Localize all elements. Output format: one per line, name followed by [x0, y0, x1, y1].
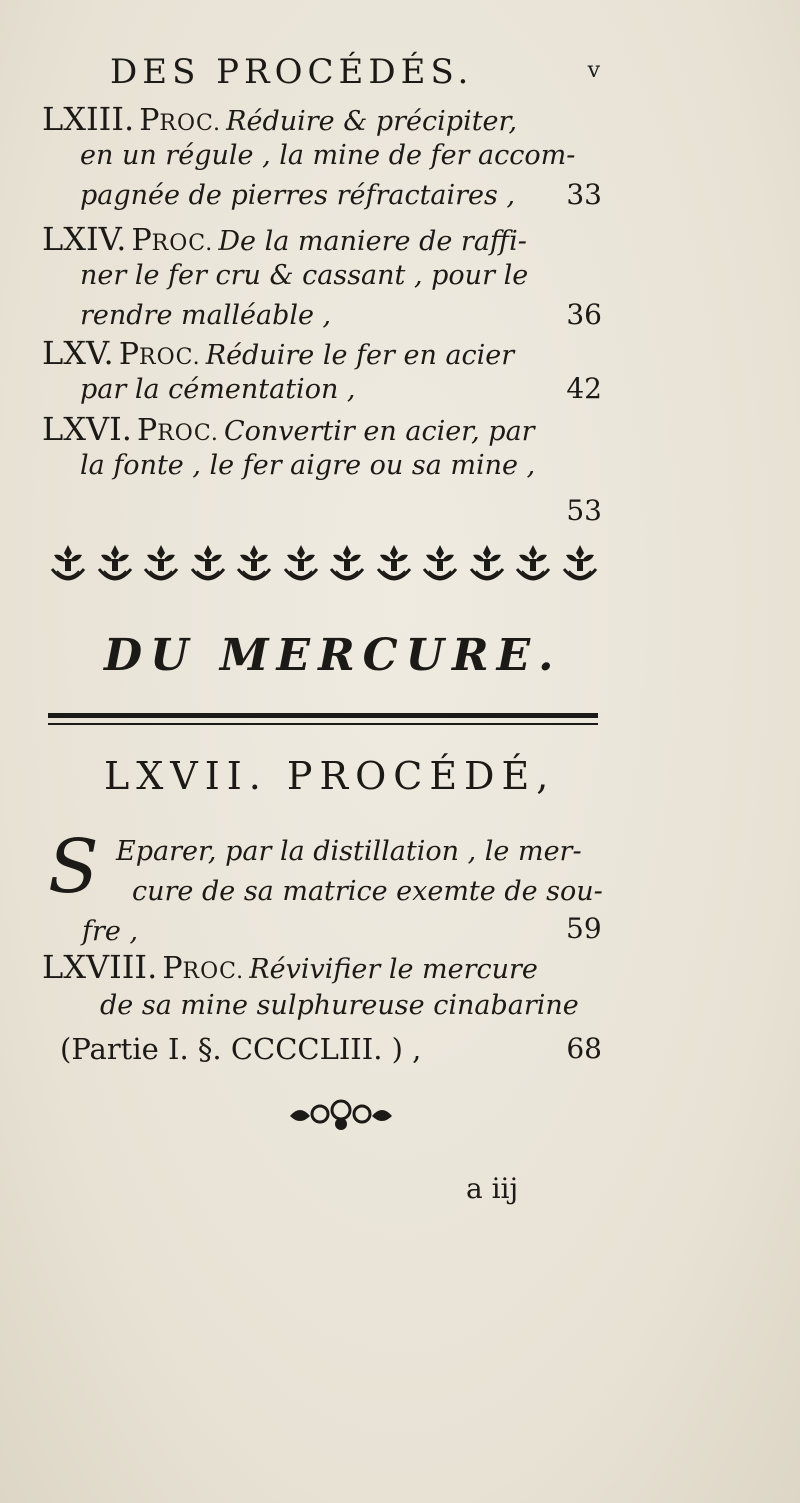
- proc-label-small: ROC.: [157, 421, 219, 446]
- fleuron-icon: [374, 543, 414, 589]
- fleuron-row: [48, 540, 600, 592]
- fleuron-icon: [327, 543, 367, 589]
- entry-text: Convertir en acier, par: [223, 416, 535, 447]
- entry-number: LXV.: [42, 334, 114, 372]
- fleuron-icon: [234, 543, 274, 589]
- drop-cap: S: [48, 824, 99, 910]
- page-number: 68: [566, 1032, 602, 1065]
- entry-text: Réduire le fer en acier: [205, 340, 515, 371]
- entry-text: fre ,: [82, 916, 139, 947]
- running-head-title: DES PROCÉDÉS.: [110, 52, 474, 92]
- double-rule-thin: [48, 723, 598, 725]
- entry-text: par la cémentation ,: [80, 374, 356, 405]
- proc-label: P: [162, 951, 183, 986]
- fleuron-icon: [141, 543, 181, 589]
- entry-text: la fonte , le fer aigre ou sa mine ,: [80, 450, 536, 481]
- fleuron-icon: [513, 543, 553, 589]
- entry-number: LXVIII.: [42, 948, 158, 986]
- proc-label-small: ROC.: [182, 959, 245, 984]
- tailpiece-ornament-icon: [286, 1096, 396, 1134]
- entry-text: Révivifier le mercure: [249, 954, 538, 985]
- paragraph-reference: (Partie I. §. CCCCLIII. ) ,: [60, 1032, 422, 1066]
- running-head: [110, 52, 600, 92]
- double-rule-thick: [48, 713, 598, 718]
- entry-text: de sa mine sulphureuse cinabarine: [100, 990, 579, 1021]
- entry-number: LXVI.: [42, 410, 132, 448]
- fleuron-icon: [420, 543, 460, 589]
- entry-text: Réduire & précipiter,: [226, 106, 518, 137]
- fleuron-icon: [467, 543, 507, 589]
- fleuron-icon: [95, 543, 135, 589]
- proc-label-small: ROC.: [139, 345, 201, 370]
- page-number: 36: [566, 298, 602, 331]
- entry-number: LXIII.: [42, 100, 135, 138]
- entry-text: Eparer, par la distillation , le mer-: [116, 836, 582, 867]
- entry-text: rendre malléable ,: [80, 300, 332, 331]
- fleuron-icon: [48, 543, 88, 589]
- entry-text: en un régule , la mine de fer accom-: [80, 140, 576, 171]
- page-number: 59: [566, 912, 602, 945]
- proc-label: P: [139, 103, 160, 138]
- proc-label: P: [137, 413, 158, 448]
- entry-text: pagnée de pierres réfractaires ,: [80, 180, 516, 211]
- proc-label: P: [118, 337, 139, 372]
- entry-text: ner le fer cru & cassant , pour le: [80, 260, 529, 291]
- entry-text: De la maniere de raffi-: [218, 226, 527, 257]
- entry-number: LXIV.: [42, 220, 127, 258]
- proc-label: P: [131, 223, 152, 258]
- signature-mark: a iij: [466, 1172, 519, 1205]
- page-number: 53: [566, 494, 602, 527]
- fleuron-icon: [188, 543, 228, 589]
- procedure-heading: LXVII. PROCÉDÉ,: [104, 754, 556, 798]
- folio: v: [587, 58, 600, 83]
- proc-label-small: ROC.: [159, 111, 222, 136]
- fleuron-icon: [560, 543, 600, 589]
- fleuron-icon: [281, 543, 321, 589]
- page-number: 33: [566, 178, 602, 211]
- proc-label-small: ROC.: [151, 231, 214, 256]
- section-title: DU MERCURE.: [104, 630, 562, 681]
- entry-text: cure de sa matrice exemte de sou-: [132, 876, 603, 907]
- page-number: 42: [566, 372, 602, 405]
